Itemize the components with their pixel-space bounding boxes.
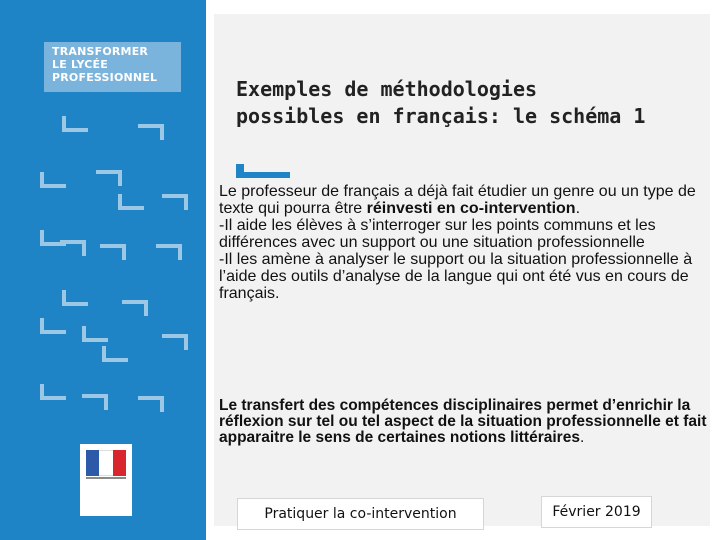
marianne-flag-icon	[86, 450, 126, 476]
decorative-bracket	[82, 394, 108, 410]
decorative-bracket	[156, 244, 182, 260]
sidebar-panel	[0, 0, 206, 540]
paragraph-analysis: -Il les amène à analyser le support ou la situation professionnelle à l’aide des outils d’analyse de la langue qui ont été vus en cours de français.	[219, 251, 693, 302]
decorative-bracket	[60, 240, 86, 256]
decorative-bracket	[162, 194, 188, 210]
sidebar-divider	[206, 0, 214, 540]
paragraph-common-points: -Il aide les élèves à s’interroger sur les points communs et les différences avec un support ou une situation professionnelle	[219, 217, 656, 251]
decorative-bracket	[40, 318, 66, 334]
slide-title-line-2: possibles en français: le schéma 1	[236, 104, 646, 128]
decorative-bracket	[40, 172, 66, 188]
paragraph-genre-end: .	[575, 200, 581, 217]
ministry-logo	[80, 444, 132, 516]
ministry-name	[84, 481, 128, 487]
transfer-statement-end: .	[579, 429, 585, 446]
logo-line-1: TRANSFORMER	[52, 45, 149, 58]
paragraph-genre-emphasis: réinvesti en co-intervention	[366, 200, 576, 217]
decorative-bracket	[62, 290, 88, 306]
decorative-bracket	[40, 384, 66, 400]
footer-date: Février 2019	[541, 496, 652, 528]
motto-line	[86, 477, 126, 479]
footer-topic: Pratiquer la co-intervention	[237, 498, 484, 530]
decorative-bracket	[138, 396, 164, 412]
slide-title-line-1: Exemples de méthodologies	[236, 77, 538, 101]
decorative-bracket	[62, 116, 88, 132]
decorative-bracket	[138, 124, 164, 140]
decorative-bracket	[96, 170, 122, 186]
paragraph-genre-text: Le professeur de français a déjà fait étudier un genre ou un type de texte qui pourra être	[219, 183, 696, 217]
decorative-bracket	[122, 300, 148, 316]
slide-body	[219, 183, 711, 302]
slide-title	[236, 76, 706, 130]
decorative-bracket	[82, 326, 108, 342]
logo-line-3: PROFESSIONNEL	[52, 71, 158, 84]
decorative-bracket	[162, 334, 188, 350]
decorative-bracket	[118, 194, 144, 210]
transfer-statement-text: Le transfert des compétences disciplinaires permet d’enrichir la réflexion sur tel ou tel aspect de la situation professionnelle et fait apparaitre le sens de certaines notions littéraires	[219, 397, 707, 446]
decorative-bracket	[100, 244, 126, 260]
title-accent-bracket	[236, 164, 290, 178]
decorative-bracket	[102, 346, 128, 362]
paragraph-genre	[219, 183, 711, 217]
transfer-statement	[219, 398, 709, 446]
logo-line-2: LE LYCÉE	[52, 58, 108, 71]
program-logo	[44, 42, 181, 92]
